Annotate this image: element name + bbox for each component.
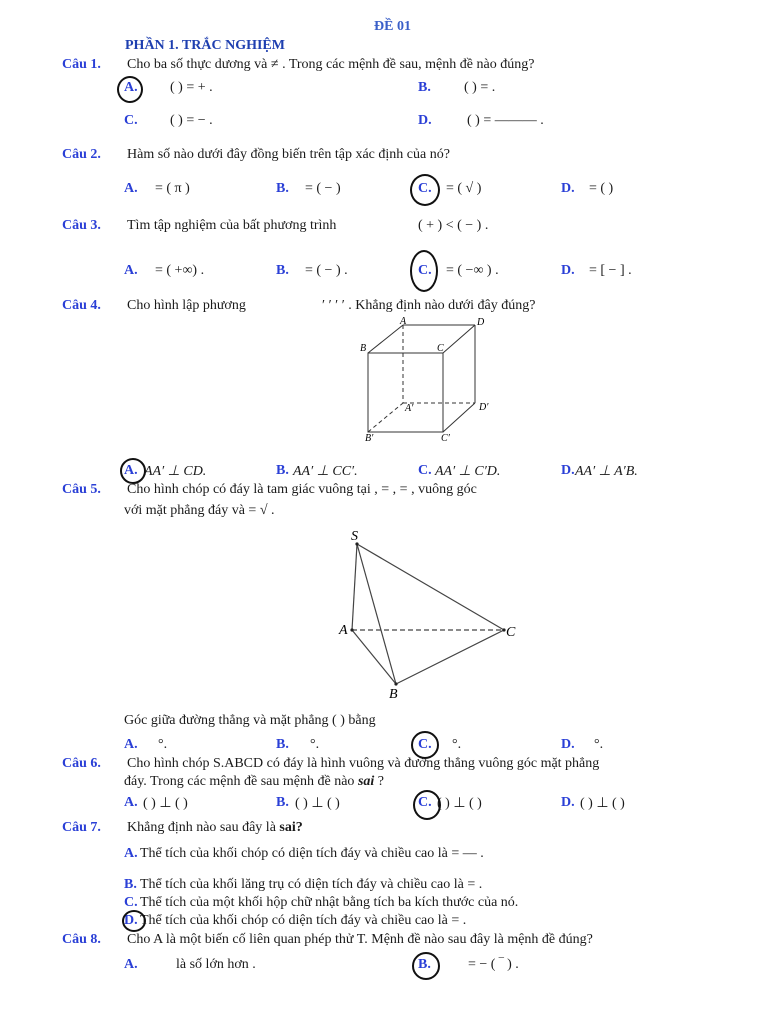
cube-label-B: B <box>360 343 367 354</box>
option-text: = ( −∞ ) . <box>446 263 499 278</box>
question-label: Câu 8. <box>62 932 101 947</box>
question-text: Khẳng định nào sau đây là sai? <box>127 820 303 835</box>
question-label: Câu 5. <box>62 482 101 497</box>
option-text: ( ) ⊥ ( ) <box>580 796 625 811</box>
option-label[interactable]: A. <box>124 181 138 196</box>
option-label[interactable]: C. <box>418 737 432 752</box>
option-text: °. <box>158 737 168 752</box>
option-label[interactable]: B. <box>276 263 289 278</box>
question-text: Cho hình chóp S.ABCD có đáy là hình vuông và đường thẳng vuông góc mặt phẳng <box>127 756 600 771</box>
question-text: Cho ba số thực dương và ≠ . Trong các mệnh đề sau, mệnh đề nào đúng? <box>127 57 535 72</box>
option-label[interactable]: A. <box>124 795 138 810</box>
option-text: AA′ ⊥ CC′. <box>293 464 358 479</box>
option-label[interactable]: B. <box>418 957 431 972</box>
answer-circle-mark <box>413 790 441 820</box>
option-label[interactable]: B. <box>124 877 137 892</box>
option-text: = ( − ) <box>305 181 341 196</box>
cube-label-C: C <box>437 343 444 354</box>
option-text: = ( √ ) <box>446 181 482 196</box>
option-text: ( ) ⊥ ( ) <box>143 796 188 811</box>
pyramid-label-S: S <box>351 529 358 544</box>
question-text-line3: Góc giữa đường thẳng và mặt phẳng ( ) bằng <box>124 713 376 728</box>
option-text: Thể tích của khối lăng trụ có diện tích đáy và chiều cao là = . <box>140 877 483 892</box>
option-text: °. <box>452 737 462 752</box>
question-text-cont: ′ ′ ′ ′ . Khẳng định nào dưới đây đúng? <box>322 298 536 313</box>
option-label[interactable]: D. <box>561 181 575 196</box>
option-text: Thể tích của khối chóp có diện tích đáy và chiều cao là = — . <box>140 846 484 861</box>
option-label[interactable]: B. <box>276 463 289 478</box>
option-label[interactable]: C. <box>418 463 432 478</box>
option-label[interactable]: D. <box>561 737 575 752</box>
option-label[interactable]: B. <box>418 80 431 95</box>
cube-label-C-prime: C′ <box>441 433 450 444</box>
option-label[interactable]: D. <box>561 463 575 478</box>
answer-circle-mark <box>410 250 438 292</box>
option-label[interactable]: D. <box>561 263 575 278</box>
option-label[interactable]: D. <box>124 913 138 928</box>
exam-title: ĐỀ 01 <box>374 19 411 34</box>
question-text: Hàm số nào dưới đây đồng biến trên tập xác định của nó? <box>127 147 450 162</box>
question-label: Câu 2. <box>62 147 101 162</box>
answer-circle-mark <box>411 731 439 759</box>
answer-circle-mark <box>410 174 440 206</box>
option-label[interactable]: C. <box>418 181 432 196</box>
option-text: AA′ ⊥ CD. <box>144 464 207 479</box>
question-text: Cho A là một biến cố liên quan phép thử T. Mệnh đề nào sau đây là mệnh đề đúng? <box>127 932 593 947</box>
option-label[interactable]: C. <box>418 263 432 278</box>
option-label[interactable]: A. <box>124 263 138 278</box>
pyramid-label-A: A <box>339 623 348 638</box>
option-text: ( ) = ——— . <box>467 113 544 128</box>
question-label: Câu 6. <box>62 756 101 771</box>
pyramid-label-C: C <box>506 625 516 640</box>
option-label[interactable]: B. <box>276 737 289 752</box>
option-label[interactable]: C. <box>124 895 138 910</box>
option-label[interactable]: D. <box>561 795 575 810</box>
option-label[interactable]: B. <box>276 795 289 810</box>
option-text: = ( − ) . <box>305 263 348 278</box>
option-text: = − ( ‾ ) . <box>468 957 519 972</box>
pyramid-figure <box>330 524 530 702</box>
cube-label-A-prime: A′ <box>405 403 414 414</box>
pyramid-label-B: B <box>389 687 398 702</box>
question-label: Câu 1. <box>62 57 101 72</box>
option-label[interactable]: A. <box>124 846 138 861</box>
section-title: PHẦN 1. TRẮC NGHIỆM <box>125 38 285 53</box>
option-text: = ( +∞) . <box>155 263 205 278</box>
answer-circle-mark <box>120 458 146 484</box>
cube-label-B-prime: B′ <box>365 433 374 444</box>
question-inequality: ( + ) < ( − ) . <box>418 218 489 233</box>
question-text: Cho hình chóp có đáy là tam giác vuông tại , = , = , vuông góc <box>127 482 477 497</box>
question-text: Tìm tập nghiệm của bất phương trình <box>127 218 337 233</box>
option-label[interactable]: C. <box>124 113 138 128</box>
question-label: Câu 7. <box>62 820 101 835</box>
option-label[interactable]: A. <box>124 957 138 972</box>
option-text: ( ) = . <box>464 80 496 95</box>
option-text: là số lớn hơn . <box>176 957 256 972</box>
option-text: AA′ ⊥ C′D. <box>435 464 501 479</box>
answer-circle-mark <box>122 910 146 932</box>
option-text: = [ − ] . <box>589 263 632 278</box>
cube-label-D: D <box>477 317 485 328</box>
option-label[interactable]: D. <box>418 113 432 128</box>
option-label[interactable]: A. <box>124 80 138 95</box>
question-label: Câu 4. <box>62 298 101 313</box>
cube-figure <box>355 315 505 445</box>
question-text: Cho hình lập phương <box>127 298 246 313</box>
option-text: Thể tích của khối chóp có diện tích đáy và chiều cao là = . <box>140 913 467 928</box>
option-label[interactable]: A. <box>124 737 138 752</box>
answer-circle-mark <box>412 952 440 980</box>
question-text-line2: với mặt phẳng đáy và = √ . <box>124 503 275 518</box>
option-text: ( ) ⊥ ( ) <box>295 796 340 811</box>
option-text: AA′ ⊥ A′B. <box>575 464 638 479</box>
option-text: °. <box>594 737 604 752</box>
answer-circle-mark <box>117 76 143 103</box>
question-label: Câu 3. <box>62 218 101 233</box>
option-text: ( ) = − . <box>170 113 213 128</box>
cube-label-D-prime: D′ <box>479 402 489 413</box>
option-text: °. <box>310 737 320 752</box>
option-text: = ( ) <box>589 181 614 196</box>
question-text-line2: đáy. Trong các mệnh đề sau mệnh đề nào sai ? <box>124 774 384 789</box>
option-text: Thể tích của một khối hộp chữ nhật bằng tích ba kích thước của nó. <box>140 895 519 910</box>
option-label[interactable]: A. <box>124 463 138 478</box>
option-text: ( ) ⊥ ( ) <box>437 796 482 811</box>
option-label[interactable]: C. <box>418 795 432 810</box>
cube-label-A: A <box>400 316 407 327</box>
option-label[interactable]: B. <box>276 181 289 196</box>
option-text: ( ) = + . <box>170 80 213 95</box>
option-text: = ( π ) <box>155 181 190 196</box>
